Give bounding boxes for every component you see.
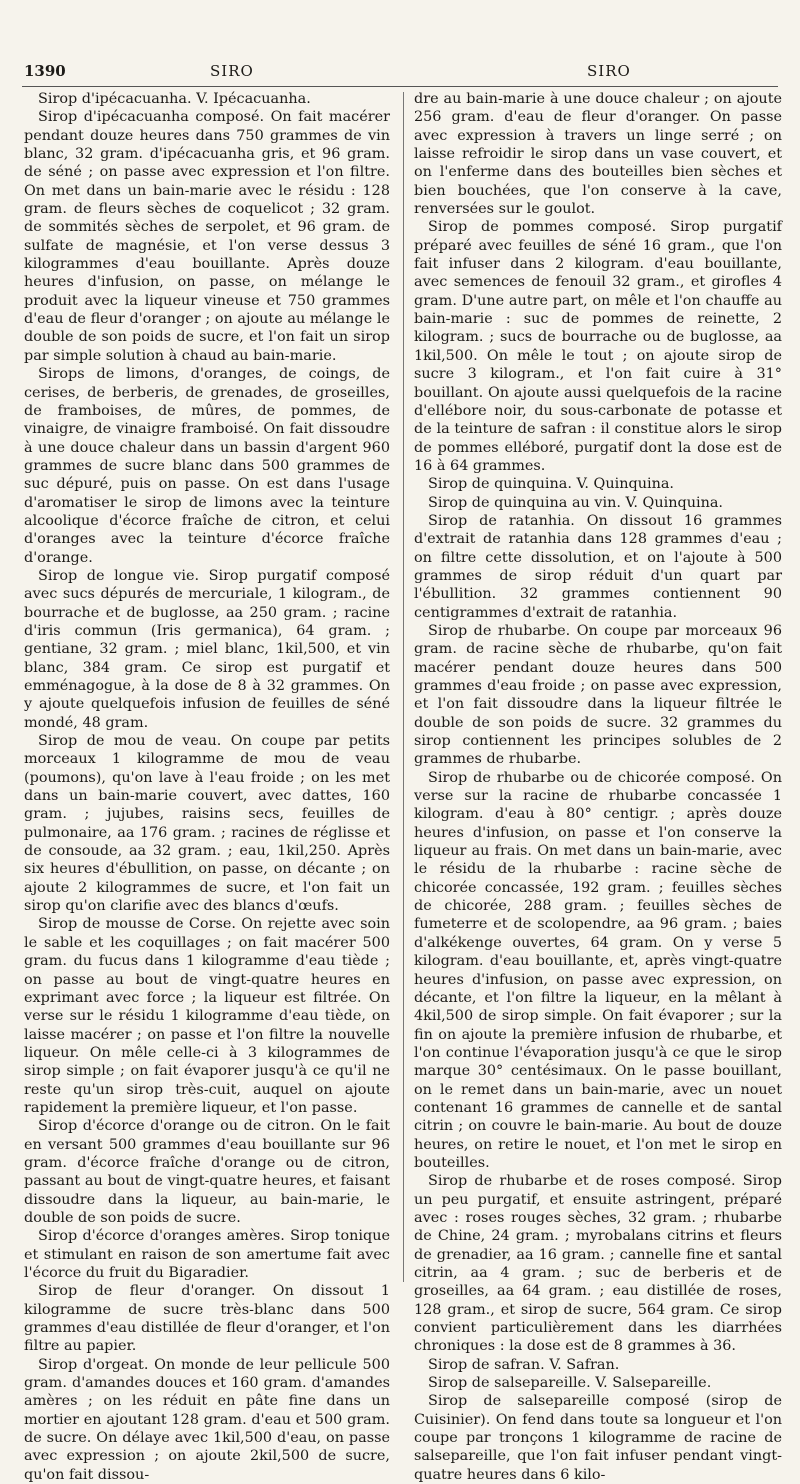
entry-paragraph: Sirop de quinquina. V. Quinquina. — [428, 476, 674, 493]
entry-paragraph: Sirop de rhubarbe et de roses composé. Sirop un peu purgatif, et ensuite astringent, préparé avec : roses rouges sèches, 32 gram. ; rhubarbe de Chine, 24 gram. ; myrobalans citrins et fleurs de grenadier, aa 16 gram. ; cannelle fine et santal citrin, aa 4 gram. ; suc de berberis et de groseilles, aa 64 gram. ; eau distillée de roses, 128 gram., et sirop de sucre, 564 gram. Ce sirop convient particulièrement dans les diarrhées chroniques : la dose est de 8 grammes à 36. — [414, 1173, 782, 1355]
left-running-title: SIRO — [210, 62, 254, 80]
entry-paragraph: Sirop de ratanhia. On dissout 16 grammes d'extrait de ratanhia dans 128 grammes d'eau ; on filtre cette dissolution, et on l'ajoute à 500 grammes de sirop réduit d'un quart par l'ébullition. 32 grammes contiennent 90 centigrammes d'extrait de ratanhia. — [414, 512, 782, 621]
running-header — [24, 62, 784, 82]
entry-paragraph: Sirop de mou de veau. On coupe par petits morceaux 1 kilogramme de mou de veau (poumons), qu'on lave à l'eau froide ; on les met dans un bain-marie couvert, avec dattes, 160 gram. ; jujubes, raisins secs, feuilles de pulmonaire, aa 176 gram. ; racines de réglisse et de consoude, aa 32 gram. ; eau, 1kil,250. Après six heures d'ébullition, on passe, on décante ; on ajoute 2 kilogrammes de sucre, et l'on fait un sirop qu'on clarifie avec des blancs d'œufs. — [24, 733, 390, 915]
entry-paragraph: Sirop de quinquina au vin. V. Quinquina. — [428, 494, 723, 511]
entry-paragraph: Sirop de longue vie. Sirop purgatif composé avec sucs dépurés de mercuriale, 1 kilogram., de bourrache et de buglosse, aa 250 gram. ; racine d'iris commun (Iris germanica), 64 gram. ; gentiane, 32 gram. ; miel blanc, 1kil,500, et vin blanc, 384 gram. Ce sirop est purgatif et emménagogue, à la dose de 8 à 32 grammes. On y ajoute quelquefois infusion de feuilles de séné mondé, 48 gram. — [24, 567, 390, 731]
page-number: 1390 — [24, 62, 66, 80]
column-divider — [403, 92, 404, 1282]
entry-paragraph: Sirop de salsepareille. V. Salsepareille. — [428, 1375, 712, 1392]
entry-paragraph: Sirop de salsepareille composé (sirop de Cuisinier). On fend dans toute sa longueur et l'on coupe par tronçons 1 kilogramme de racine de salsepareille, que l'on fait infuser pendant vingt-quatre heures dans 6 kilo- — [414, 1393, 782, 1483]
entry-paragraph: Sirop d'ipécacuanha composé. On fait macérer pendant douze heures dans 750 grammes de vin blanc, 32 gram. d'ipécacuanha gris, et 96 gram. de séné ; on passe avec expression et l'on filtre. On met dans un bain-marie avec le résidu : 128 gram. de fleurs sèches de coquelicot ; 32 gram. de sommités sèches de serpolet, et 96 gram. de sulfate de magnésie, et l'on verse dessus 3 kilogrammes d'eau bouillante. Après douze heures d'infusion, on passe, on mélange le produit avec la liqueur vineuse et 750 grammes d'eau de fleur d'oranger ; on ajoute au mélange le double de son poids de sucre, et l'on fait un sirop par simple solution à chaud au bain-marie. — [24, 109, 390, 364]
entry-paragraph: Sirops de limons, d'oranges, de coings, de cerises, de berberis, de grenades, de groseilles, de framboises, de mûres, de pommes, de vinaigre, de vinaigre framboisé. On fait dissoudre à une douce chaleur dans un bassin d'argent 960 grammes de sucre blanc dans 500 grammes de suc dépuré, puis on passe. On est dans l'usage d'aromatiser le sirop de limons avec la teinture alcoolique d'écorce fraîche de citron, et celui d'oranges avec la teinture d'écorce fraîche d'orange. — [24, 366, 390, 566]
left-column — [24, 90, 390, 1484]
entry-paragraph: Sirop de mousse de Corse. On rejette avec soin le sable et les coquillages ; on fait macérer 500 gram. du fucus dans 1 kilogramme d'eau tiède ; on passe au bout de vingt-quatre heures en exprimant avec force ; la liqueur est filtrée. On verse sur le résidu 1 kilogramme d'eau tiède, on laisse macérer ; on passe et l'on filtre la nouvelle liqueur. On mêle celle-ci à 3 kilogrammes de sirop simple ; on fait évaporer jusqu'à ce qu'il ne reste qu'un sirop très-cuit, auquel on ajoute rapidement la première liqueur, et l'on passe. — [24, 916, 390, 1116]
entry-paragraph: Sirop de rhubarbe. On coupe par morceaux 96 gram. de racine sèche de rhubarbe, qu'on fait macérer pendant douze heures dans 500 grammes d'eau froide ; on passe avec expression, et l'on fait dissoudre dans la liqueur filtrée le double de son poids de sucre. 32 grammes du sirop contiennent les principes solubles de 2 grammes de rhubarbe. — [414, 622, 782, 768]
entry-paragraph: Sirop d'écorce d'oranges amères. Sirop tonique et stimulant en raison de son amertume fait avec l'écorce du fruit du Bigaradier. — [24, 1228, 390, 1281]
right-running-title: SIRO — [587, 62, 631, 80]
continued-paragraph: dre au bain-marie à une douce chaleur ; on ajoute 256 gram. d'eau de fleur d'oranger. On passe avec expression à travers un linge serré ; on laisse refroidir le sirop dans un vase couvert, et on l'enferme dans des bouteilles bien sèches et bien bouchées, que l'on conserve à la cave, renversées sur le goulot. — [414, 91, 782, 218]
entry-paragraph: Sirop de safran. V. Safran. — [428, 1356, 620, 1373]
entry-paragraph: Sirop d'ipécacuanha. V. Ipécacuanha. — [38, 91, 311, 107]
entry-paragraph: Sirop de pommes composé. Sirop purgatif préparé avec feuilles de séné 16 gram., que l'on fait infuser dans 2 kilogram. d'eau bouillante, avec semences de fenouil 32 gram., et girofles 4 gram. D'une autre part, on mêle et l'on chauffe au bain-marie : suc de pommes de reinette, 2 kilogram. ; sucs de bourrache ou de buglosse, aa 1kil,500. On mêle le tout ; on ajoute sirop de sucre 3 kilogram., et l'on fait cuire à 31° bouillant. On ajoute aussi quelquefois de la racine d'ellébore noir, du sous-carbonate de potasse et de la teinture de safran : il constitue alors le sirop de pommes elléboré, purgatif dont la dose est de 16 à 64 grammes. — [414, 219, 782, 474]
entry-paragraph: Sirop de rhubarbe ou de chicorée composé. On verse sur la racine de rhubarbe concassée 1 kilogram. d'eau à 80° centigr. ; après douze heures d'infusion, on passe et l'on conserve la liqueur au frais. On met dans un bain-marie, avec le résidu de la rhubarbe : racine sèche de chicorée concassée, 192 gram. ; feuilles sèches de chicorée, 288 gram. ; feuilles sèches de fumeterre et de scolopendre, aa 96 gram. ; baies d'alkékenge ouvertes, 64 gram. On y verse 5 kilogram. d'eau bouillante, et, après vingt-quatre heures d'infusion, on passe avec expression, on décante, et l'on filtre la liqueur, en la mêlant à 4kil,500 de sirop simple. On fait évaporer ; sur la fin on ajoute la première infusion de rhubarbe, et l'on continue l'évaporation jusqu'à ce que le sirop marque 30° centésimaux. On le passe bouillant, on le remet dans un bain-marie, avec un nouet contenant 16 grammes de cannelle et de santal citrin ; on couvre le bain-marie. Au bout de douze heures, on retire le nouet, et l'on met le sirop en bouteilles. — [414, 769, 782, 1171]
header-rule — [22, 86, 778, 87]
entry-paragraph: Sirop de fleur d'oranger. On dissout 1 kilogramme de sucre très-blanc dans 500 grammes d'eau distillée de fleur d'oranger, et l'on filtre au papier. — [24, 1283, 390, 1355]
entry-paragraph: Sirop d'écorce d'orange ou de citron. On le fait en versant 500 grammes d'eau bouillante sur 96 gram. d'écorce fraîche d'orange ou de citron, passant au bout de vingt-quatre heures, et faisant dissoudre dans la liqueur, au bain-marie, le double de son poids de sucre. — [24, 1118, 390, 1226]
right-column — [414, 90, 782, 1484]
entry-paragraph: Sirop d'orgeat. On monde de leur pellicule 500 gram. d'amandes douces et 160 gram. d'amandes amères ; on les réduit en pâte fine dans un mortier en ajoutant 128 gram. d'eau et 500 gram. de sucre. On délaye avec 1kil,500 d'eau, on passe avec expression ; on ajoute 2kil,500 de sucre, qu'on fait dissou- — [24, 1356, 390, 1483]
